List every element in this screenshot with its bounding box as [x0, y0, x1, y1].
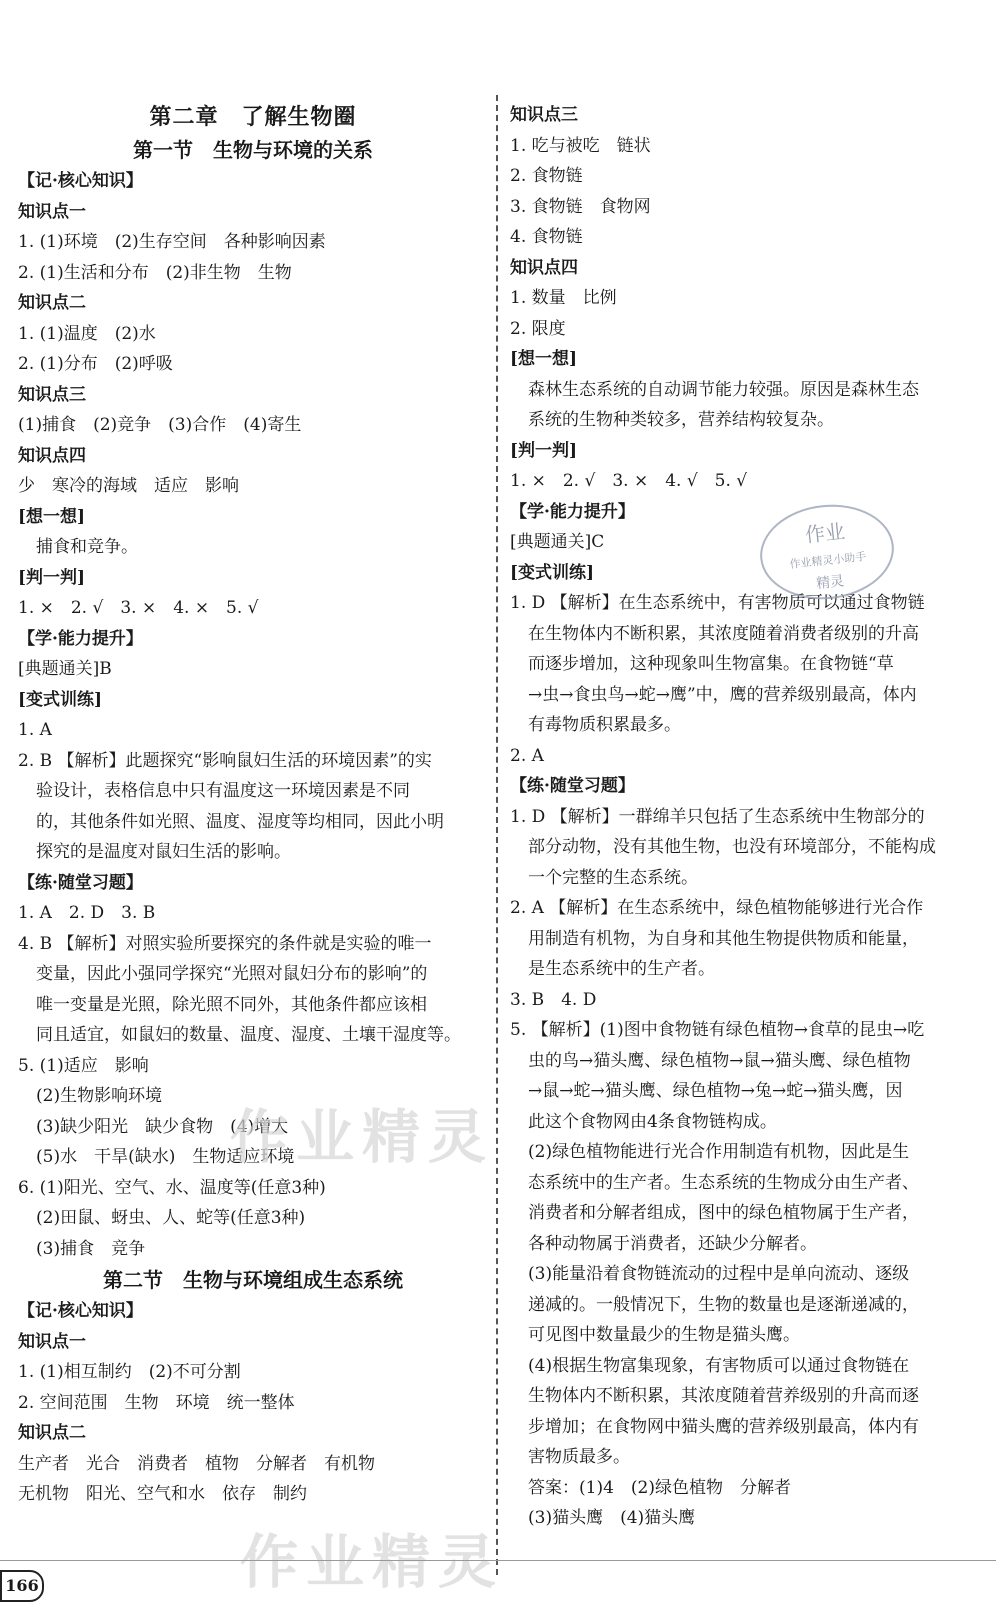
- left-column-line: [判一判]: [18, 567, 86, 588]
- right-column-line: 1. D 【解析】一群绵羊只包括了生态系统中生物部分的: [510, 806, 925, 827]
- left-column-line: 知识点二: [18, 1423, 86, 1443]
- column-divider: [496, 95, 498, 1575]
- right-column-line: (3)猫头鹰 (4)猫头鹰: [528, 1508, 696, 1528]
- page-number: 166: [0, 1570, 44, 1602]
- left-column-line: 1. × 2. √ 3. × 4. × 5. √: [18, 598, 259, 618]
- right-column-line: 3. B 4. D: [510, 989, 597, 1010]
- left-column-line: 6. (1)阳光、空气、水、温度等(任意3种): [18, 1177, 326, 1198]
- right-column-line: 5. 【解析】(1)图中食物链有绿色植物→食草的昆虫→吃: [510, 1020, 925, 1040]
- right-column-line: 1. 吃与被吃 链状: [510, 135, 651, 156]
- right-column-line: 可见图中数量最少的生物是猫头鹰。: [528, 1325, 800, 1345]
- left-column-line: [变式训练]: [18, 689, 103, 710]
- stamp-text-2: 作业精灵小助手: [788, 549, 867, 571]
- right-column-line: →鼠→蛇→猫头鹰、绿色植物→兔→蛇→猫头鹰，因: [528, 1081, 903, 1101]
- right-column-line: 一个完整的生态系统。: [528, 867, 698, 888]
- left-column-line: (2)田鼠、蚜虫、人、蛇等(任意3种): [36, 1208, 306, 1228]
- left-column-line: 第二章 了解生物圈: [149, 104, 357, 130]
- left-column-line: 1. A 2. D 3. B: [18, 903, 156, 923]
- left-column-line: 1. (1)相互制约 (2)不可分割: [18, 1362, 241, 1382]
- left-column-line: 2. (1)生活和分布 (2)非生物 生物: [18, 262, 292, 283]
- left-column-line: (3)捕食 竞争: [36, 1238, 146, 1259]
- right-column-line: 是生态系统中的生产者。: [528, 959, 715, 979]
- right-column-line: 1. D 【解析】在生态系统中，有害物质可以通过食物链: [510, 593, 925, 613]
- right-column-line: 而逐步增加，这种现象叫生物富集。在食物链“草: [528, 654, 894, 674]
- left-column-line: 少 寒冷的海域 适应 影响: [18, 476, 239, 496]
- right-column-line: 2. 食物链: [510, 166, 583, 186]
- right-column-line: 虫的鸟→猫头鹰、绿色植物→鼠→猫头鹰、绿色植物: [528, 1050, 911, 1071]
- left-column-line: (2)生物影响环境: [36, 1086, 163, 1106]
- footer-rule: [0, 1560, 996, 1561]
- right-column-line: 1. × 2. √ 3. × 4. √ 5. √: [510, 471, 748, 491]
- right-column-line: 用制造有机物，为自身和其他生物提供物质和能量，: [528, 928, 919, 949]
- left-column-line: 变量，因此小强同学探究“光照对鼠妇分布的影响”的: [36, 964, 428, 984]
- left-column-line: 知识点一: [18, 201, 86, 222]
- left-column-line: 知识点二: [18, 293, 86, 313]
- right-column-line: 系统的生物种类较多，营养结构较复杂。: [528, 410, 834, 430]
- right-column-line: 1. 数量 比例: [510, 288, 617, 308]
- left-column-line: 1. (1)温度 (2)水: [18, 323, 156, 344]
- left-column-line: (3)缺少阳光 缺少食物 (4)增大: [36, 1116, 289, 1137]
- left-column-line: (5)水 干旱(缺水) 生物适应环境: [36, 1147, 295, 1167]
- right-column-line: 生物体内不断积累，其浓度随着营养级别的升高而逐: [528, 1386, 919, 1406]
- right-column-line: 各种动物属于消费者，还缺少分解者。: [528, 1233, 817, 1254]
- left-column-line: [典题通关]B: [18, 659, 112, 679]
- right-column-line: (4)根据生物富集现象，有害物质可以通过食物链在: [528, 1355, 910, 1376]
- left-column-line: 2. 空间范围 生物 环境 统一整体: [18, 1392, 295, 1413]
- left-column-line: 唯一变量是光照，除光照不同外，其他条件都应该相: [36, 994, 427, 1015]
- left-column-line: 【记·核心知识】: [18, 171, 143, 191]
- stamp-text-1: 作业: [803, 519, 847, 548]
- right-column-line: 3. 食物链 食物网: [510, 196, 651, 217]
- right-column-line: 此这个食物网由4条食物链构成。: [528, 1111, 777, 1132]
- right-column-line: 知识点三: [510, 105, 578, 125]
- right-column-line: 知识点四: [510, 257, 578, 278]
- right-column-line: (3)能量沿着食物链流动的过程中是单向流动、逐级: [528, 1264, 910, 1284]
- left-column-line: 4. B 【解析】对照实验所要探究的条件就是实验的唯一: [18, 933, 432, 954]
- right-column-line: (2)绿色植物能进行光合作用制造有机物，因此是生: [528, 1142, 910, 1162]
- right-column-line: 递减的。一般情况下，生物的数量也是逐渐递减的，: [528, 1294, 919, 1315]
- right-column-line: 在生物体内不断积累，其浓度随着消费者级别的升高: [528, 623, 919, 644]
- left-column-line: 2. B 【解析】此题探究“影响鼠妇生活的环境因素”的实: [18, 750, 432, 771]
- right-column-line: 【学·能力提升】: [510, 501, 635, 522]
- left-column-line: 第一节 生物与环境的关系: [133, 138, 373, 162]
- left-column-line: 1. A: [18, 720, 52, 740]
- left-column-line: 1. (1)环境 (2)生存空间 各种影响因素: [18, 232, 326, 252]
- watermark: 作业精灵: [230, 1103, 495, 1171]
- left-column-line: 的，其他条件如光照、温度、湿度等均相同，因此小明: [36, 811, 444, 832]
- right-column-line: 森林生态系统的自动调节能力较强。原因是森林生态: [528, 379, 919, 400]
- right-column-line: 部分动物，没有其他生物，也没有环境部分，不能构成: [528, 837, 936, 857]
- right-column-line: 害物质最多。: [528, 1447, 630, 1467]
- left-column-line: (1)捕食 (2)竞争 (3)合作 (4)寄生: [18, 415, 302, 435]
- left-column: [18, 100, 488, 1510]
- right-column-line: [判一判]: [510, 440, 578, 461]
- left-column-line: 捕食和竞争。: [36, 537, 138, 557]
- left-column-line: 知识点一: [18, 1331, 86, 1352]
- left-column-line: 探究的是温度对鼠妇生活的影响。: [36, 842, 291, 862]
- left-column-line: 无机物 阳光、空气和水 依存 制约: [18, 1484, 307, 1504]
- right-column-line: 2. A 【解析】在生态系统中，绿色植物能够进行光合作: [510, 898, 924, 918]
- right-column-line: [变式训练]: [510, 562, 595, 583]
- right-column: [510, 100, 988, 1534]
- stamp-text-3: 精灵: [815, 573, 845, 593]
- left-column-line: 【学·能力提升】: [18, 628, 143, 649]
- left-column-line: 5. (1)适应 影响: [18, 1055, 149, 1076]
- right-column-line: 步增加；在食物网中猫头鹰的营养级别最高，体内有: [528, 1416, 919, 1437]
- left-column-line: 生产者 光合 消费者 植物 分解者 有机物: [18, 1453, 375, 1474]
- right-column-line: 有毒物质积累最多。: [528, 715, 681, 735]
- left-column-line: 第二节 生物与环境组成生态系统: [103, 1268, 403, 1292]
- watermark: 作业精灵: [240, 1528, 505, 1596]
- right-column-line: →虫→食虫鸟→蛇→鹰”中，鹰的营养级别最高，体内: [528, 684, 917, 705]
- left-column-line: 【练·随堂习题】: [18, 872, 143, 893]
- right-column-line: [想一想]: [510, 349, 578, 369]
- right-column-line: [典题通关]C: [510, 532, 605, 552]
- left-column-line: 2. (1)分布 (2)呼吸: [18, 354, 173, 374]
- left-column-line: 【记·核心知识】: [18, 1301, 143, 1321]
- right-column-line: 4. 食物链: [510, 227, 583, 247]
- left-column-line: [想一想]: [18, 506, 86, 527]
- left-column-line: 知识点三: [18, 384, 86, 405]
- right-column-line: 态系统中的生产者。生态系统的生物成分由生产者、: [528, 1172, 919, 1193]
- left-column-line: 验设计，表格信息中只有温度这一环境因素是不同: [36, 781, 410, 801]
- left-column-line: 知识点四: [18, 445, 86, 466]
- left-column-line: 同且适宜，如鼠妇的数量、温度、湿度、土壤干湿度等。: [36, 1025, 461, 1045]
- right-column-line: 【练·随堂习题】: [510, 776, 635, 796]
- right-column-line: 答案：(1)4 (2)绿色植物 分解者: [528, 1477, 791, 1498]
- right-column-line: 消费者和分解者组成，图中的绿色植物属于生产者，: [528, 1203, 919, 1223]
- right-column-line: 2. A: [510, 745, 544, 766]
- right-column-line: 2. 限度: [510, 318, 566, 339]
